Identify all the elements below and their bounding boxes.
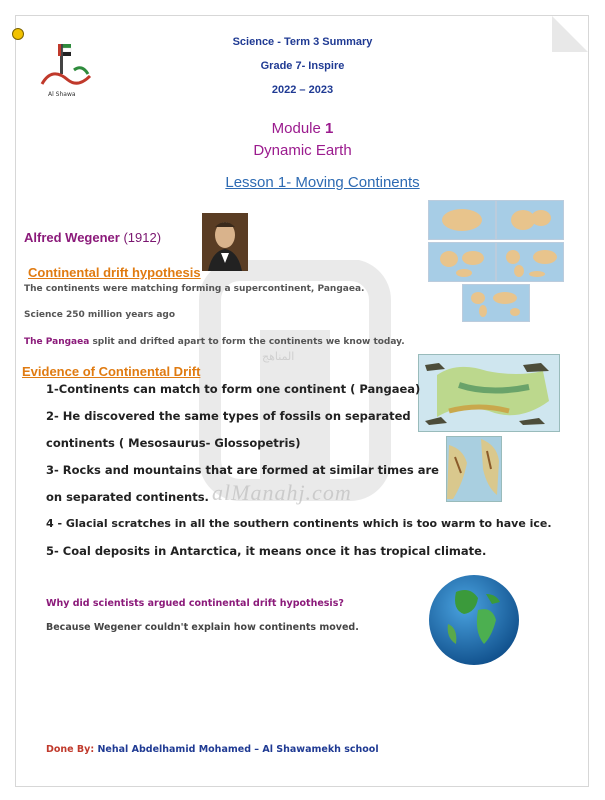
evidence-line-2: 2- He discovered the same types of fossils on separated bbox=[46, 409, 411, 423]
hypothesis-heading: Continental drift hypothesis bbox=[28, 265, 201, 280]
pangaea-map-3 bbox=[428, 242, 496, 282]
answer-text: Because Wegener couldn't explain how continents moved. bbox=[46, 622, 359, 633]
module-heading bbox=[0, 120, 605, 137]
pangaea-map-5 bbox=[462, 284, 530, 322]
header-year: 2022 – 2023 bbox=[271, 84, 334, 96]
watermark-arabic: المناهج bbox=[262, 350, 295, 363]
footer-label: Done By: bbox=[46, 744, 95, 755]
question-text: Why did scientists argued continental drift hypothesis? bbox=[46, 598, 344, 609]
watermark-text: alManahj.com bbox=[212, 480, 352, 505]
hypothesis-line-3 bbox=[24, 337, 405, 347]
pangaea-map-2 bbox=[496, 200, 564, 240]
hypothesis-line-1: The continents were matching forming a supercontinent, Pangaea. bbox=[24, 284, 365, 294]
module-label: Module bbox=[271, 120, 321, 137]
wegener-year: (1912) bbox=[123, 230, 162, 245]
footer-text: Nehal Abdelhamid Mohamed – Al Shawamekh school bbox=[94, 744, 379, 755]
module-title: Dynamic Earth bbox=[253, 142, 352, 159]
earth-globe bbox=[428, 574, 520, 666]
evidence-line-3: continents ( Mesosaurus- Glossopetris) bbox=[46, 436, 301, 450]
fossil-distribution-map bbox=[418, 354, 560, 432]
wegener-portrait bbox=[202, 213, 248, 271]
hypothesis-line-3-rest: split and drifted apart to form the continents we know today. bbox=[89, 337, 405, 347]
evidence-line-4: 3- Rocks and mountains that are formed at similar times are bbox=[46, 463, 439, 477]
pangaea-map-1 bbox=[428, 200, 496, 240]
wegener-name: Alfred Wegener bbox=[24, 230, 120, 245]
evidence-line-1: 1-Continents can match to form one continent ( Pangaea) bbox=[46, 382, 421, 396]
evidence-heading: Evidence of Continental Drift bbox=[22, 364, 201, 379]
evidence-line-5: on separated continents. bbox=[46, 490, 209, 504]
lesson-title: Lesson 1- Moving Continents bbox=[225, 174, 420, 191]
pangaea-map-4 bbox=[496, 242, 564, 282]
wegener-heading bbox=[24, 230, 161, 245]
header-grade: Grade 7- Inspire bbox=[260, 60, 345, 72]
svg-text:Al Shawa: Al Shawa bbox=[48, 91, 76, 98]
evidence-line-6: 4 - Glacial scratches in all the southern continents which is too warm to have ice. bbox=[46, 517, 552, 530]
header-title: Science - Term 3 Summary bbox=[232, 36, 373, 48]
hypothesis-line-2: Science 250 million years ago bbox=[24, 310, 176, 320]
footer-credit bbox=[46, 744, 379, 755]
evidence-line-7: 5- Coal deposits in Antarctica, it means once it has tropical climate. bbox=[46, 544, 487, 558]
rock-formation-map bbox=[446, 436, 502, 502]
module-number: 1 bbox=[325, 120, 334, 137]
pangaea-highlight: The Pangaea bbox=[24, 337, 90, 347]
